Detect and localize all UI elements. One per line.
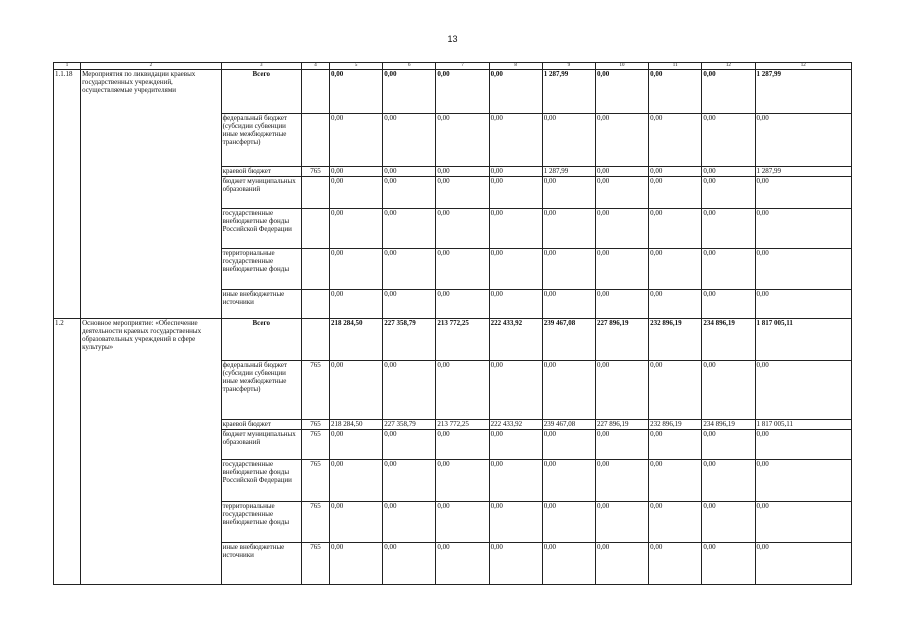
amount-cell: 0,00 — [542, 114, 595, 167]
amount-cell: 0,00 — [330, 209, 383, 249]
amount-cell: 0,00 — [330, 177, 383, 209]
amount-cell: 0,00 — [383, 290, 436, 319]
amount-cell: 0,00 — [436, 430, 489, 460]
amount-cell: 1 287,99 — [755, 70, 852, 114]
amount-cell: 0,00 — [383, 70, 436, 114]
amount-cell: 0,00 — [330, 502, 383, 543]
funding-source: иные внебюджетные источники — [221, 543, 301, 585]
amount-cell: 1 287,99 — [542, 70, 595, 114]
amount-cell: 0,00 — [383, 177, 436, 209]
amount-cell: 0,00 — [595, 70, 648, 114]
amount-cell: 0,00 — [595, 290, 648, 319]
item-title: Мероприятия по ликвидации краевых государственных учреждений, осуществляемые учредителями — [81, 70, 222, 319]
amount-cell: 0,00 — [702, 502, 755, 543]
amount-cell: 0,00 — [755, 249, 852, 290]
amount-cell: 0,00 — [755, 543, 852, 585]
amount-cell: 0,00 — [489, 460, 542, 502]
amount-cell: 0,00 — [489, 361, 542, 420]
amount-cell: 0,00 — [489, 70, 542, 114]
column-number: 9 — [542, 63, 595, 70]
amount-cell: 0,00 — [436, 460, 489, 502]
amount-cell: 0,00 — [542, 177, 595, 209]
amount-cell: 0,00 — [595, 502, 648, 543]
funding-source: Всего — [221, 319, 301, 361]
budget-code: 765 — [301, 460, 329, 502]
amount-cell: 0,00 — [755, 114, 852, 167]
amount-cell: 0,00 — [489, 167, 542, 177]
amount-cell: 0,00 — [330, 249, 383, 290]
amount-cell: 222 433,92 — [489, 319, 542, 361]
amount-cell: 0,00 — [330, 543, 383, 585]
amount-cell: 0,00 — [755, 430, 852, 460]
budget-table — [53, 62, 852, 585]
amount-cell: 0,00 — [702, 460, 755, 502]
amount-cell: 0,00 — [649, 361, 702, 420]
amount-cell: 0,00 — [755, 502, 852, 543]
budget-code: 765 — [301, 502, 329, 543]
amount-cell: 0,00 — [383, 430, 436, 460]
amount-cell: 0,00 — [436, 114, 489, 167]
amount-cell: 0,00 — [330, 361, 383, 420]
amount-cell: 0,00 — [595, 114, 648, 167]
amount-cell: 227 358,79 — [383, 319, 436, 361]
amount-cell: 0,00 — [649, 70, 702, 114]
amount-cell: 0,00 — [649, 114, 702, 167]
budget-code: 765 — [301, 420, 329, 430]
amount-cell: 0,00 — [649, 430, 702, 460]
column-number: 1 — [54, 63, 81, 70]
amount-cell: 0,00 — [489, 543, 542, 585]
amount-cell: 239 467,08 — [542, 319, 595, 361]
amount-cell: 0,00 — [489, 249, 542, 290]
funding-source: Всего — [221, 70, 301, 114]
budget-code: 765 — [301, 430, 329, 460]
amount-cell: 0,00 — [595, 430, 648, 460]
amount-cell: 0,00 — [330, 167, 383, 177]
amount-cell: 0,00 — [436, 209, 489, 249]
amount-cell: 0,00 — [330, 460, 383, 502]
amount-cell: 234 896,19 — [702, 420, 755, 430]
amount-cell: 227 896,19 — [595, 420, 648, 430]
budget-code: 765 — [301, 543, 329, 585]
funding-source: федеральный бюджет (субсидии субвенции иные межбюджетные трансферты) — [221, 361, 301, 420]
budget-code — [301, 209, 329, 249]
funding-source: государственные внебюджетные фонды Российской Федерации — [221, 460, 301, 502]
amount-cell: 218 284,50 — [330, 319, 383, 361]
funding-source: иные внебюджетные источники — [221, 290, 301, 319]
amount-cell: 0,00 — [755, 361, 852, 420]
amount-cell: 0,00 — [436, 177, 489, 209]
amount-cell: 0,00 — [383, 249, 436, 290]
amount-cell: 0,00 — [383, 114, 436, 167]
column-number: 5 — [330, 63, 383, 70]
budget-code — [301, 114, 329, 167]
amount-cell: 0,00 — [702, 209, 755, 249]
amount-cell: 227 358,79 — [383, 420, 436, 430]
amount-cell: 232 896,19 — [649, 420, 702, 430]
amount-cell: 0,00 — [755, 209, 852, 249]
amount-cell: 0,00 — [595, 209, 648, 249]
amount-cell: 0,00 — [489, 430, 542, 460]
amount-cell: 0,00 — [702, 70, 755, 114]
amount-cell: 0,00 — [649, 460, 702, 502]
amount-cell: 0,00 — [702, 167, 755, 177]
funding-source: бюджет муниципальных образований — [221, 430, 301, 460]
amount-cell: 0,00 — [595, 177, 648, 209]
amount-cell: 0,00 — [436, 502, 489, 543]
amount-cell: 0,00 — [595, 167, 648, 177]
amount-cell: 0,00 — [542, 430, 595, 460]
amount-cell: 0,00 — [542, 209, 595, 249]
column-number: 2 — [81, 63, 222, 70]
amount-cell: 1 817 005,11 — [755, 319, 852, 361]
column-number: 6 — [383, 63, 436, 70]
funding-source: краевой бюджет — [221, 167, 301, 177]
amount-cell: 0,00 — [702, 177, 755, 209]
budget-code — [301, 290, 329, 319]
amount-cell: 0,00 — [330, 70, 383, 114]
budget-code — [301, 319, 329, 361]
amount-cell: 0,00 — [383, 460, 436, 502]
amount-cell: 0,00 — [383, 361, 436, 420]
amount-cell: 0,00 — [383, 209, 436, 249]
amount-cell: 0,00 — [436, 290, 489, 319]
budget-code — [301, 177, 329, 209]
amount-cell: 0,00 — [489, 290, 542, 319]
column-number: 7 — [436, 63, 489, 70]
amount-cell: 0,00 — [489, 209, 542, 249]
amount-cell: 218 284,50 — [330, 420, 383, 430]
amount-cell: 0,00 — [383, 502, 436, 543]
amount-cell: 227 896,19 — [595, 319, 648, 361]
budget-code: 765 — [301, 361, 329, 420]
amount-cell: 239 467,08 — [542, 420, 595, 430]
column-number: 4 — [301, 63, 329, 70]
amount-cell: 0,00 — [595, 361, 648, 420]
amount-cell: 213 772,25 — [436, 420, 489, 430]
amount-cell: 0,00 — [595, 249, 648, 290]
budget-code: 765 — [301, 167, 329, 177]
item-number: 1.1.18 — [54, 70, 81, 319]
funding-source: территориальные государственные внебюджетные фонды — [221, 502, 301, 543]
amount-cell: 0,00 — [489, 502, 542, 543]
table-row — [54, 319, 852, 361]
amount-cell: 234 896,19 — [702, 319, 755, 361]
amount-cell: 0,00 — [649, 249, 702, 290]
amount-cell: 213 772,25 — [436, 319, 489, 361]
amount-cell: 0,00 — [383, 543, 436, 585]
amount-cell: 0,00 — [702, 430, 755, 460]
column-number: 3 — [221, 63, 301, 70]
amount-cell: 0,00 — [702, 543, 755, 585]
budget-code — [301, 70, 329, 114]
column-number: 10 — [595, 63, 648, 70]
amount-cell: 0,00 — [755, 460, 852, 502]
amount-cell: 0,00 — [436, 70, 489, 114]
funding-source: государственные внебюджетные фонды Российской Федерации — [221, 209, 301, 249]
funding-source: бюджет муниципальных образований — [221, 177, 301, 209]
column-number: 8 — [489, 63, 542, 70]
amount-cell: 0,00 — [755, 177, 852, 209]
page-number: 13 — [447, 34, 458, 44]
item-title: Основное мероприятие: «Обеспечение деятельности краевых государственных образовательных учреждений в сфере культуры» — [81, 319, 222, 585]
amount-cell: 0,00 — [649, 167, 702, 177]
amount-cell: 0,00 — [436, 249, 489, 290]
amount-cell: 0,00 — [755, 290, 852, 319]
amount-cell: 0,00 — [542, 502, 595, 543]
funding-source: федеральный бюджет (субсидии субвенции иные межбюджетные трансферты) — [221, 114, 301, 167]
funding-source: территориальные государственные внебюджетные фонды — [221, 249, 301, 290]
amount-cell: 0,00 — [489, 114, 542, 167]
table-row — [54, 70, 852, 114]
column-number: 12 — [702, 63, 755, 70]
amount-cell: 0,00 — [649, 543, 702, 585]
amount-cell: 0,00 — [542, 290, 595, 319]
amount-cell: 0,00 — [489, 177, 542, 209]
amount-cell: 1 287,99 — [755, 167, 852, 177]
column-number: 12 — [755, 63, 852, 70]
amount-cell: 0,00 — [649, 209, 702, 249]
amount-cell: 0,00 — [702, 361, 755, 420]
amount-cell: 0,00 — [542, 460, 595, 502]
amount-cell: 0,00 — [702, 249, 755, 290]
column-number-row — [54, 63, 852, 70]
amount-cell: 0,00 — [595, 460, 648, 502]
amount-cell: 0,00 — [702, 290, 755, 319]
amount-cell: 232 896,19 — [649, 319, 702, 361]
budget-code — [301, 249, 329, 290]
amount-cell: 0,00 — [436, 167, 489, 177]
amount-cell: 0,00 — [542, 361, 595, 420]
amount-cell: 0,00 — [330, 114, 383, 167]
amount-cell: 0,00 — [436, 361, 489, 420]
amount-cell: 0,00 — [649, 502, 702, 543]
amount-cell: 0,00 — [649, 177, 702, 209]
amount-cell: 0,00 — [595, 543, 648, 585]
amount-cell: 0,00 — [649, 290, 702, 319]
funding-source: краевой бюджет — [221, 420, 301, 430]
amount-cell: 222 433,92 — [489, 420, 542, 430]
item-number: 1.2 — [54, 319, 81, 585]
amount-cell: 0,00 — [702, 114, 755, 167]
amount-cell: 0,00 — [542, 249, 595, 290]
amount-cell: 1 287,99 — [542, 167, 595, 177]
amount-cell: 0,00 — [436, 543, 489, 585]
amount-cell: 1 817 005,11 — [755, 420, 852, 430]
column-number: 11 — [649, 63, 702, 70]
amount-cell: 0,00 — [330, 430, 383, 460]
amount-cell: 0,00 — [383, 167, 436, 177]
amount-cell: 0,00 — [542, 543, 595, 585]
amount-cell: 0,00 — [330, 290, 383, 319]
